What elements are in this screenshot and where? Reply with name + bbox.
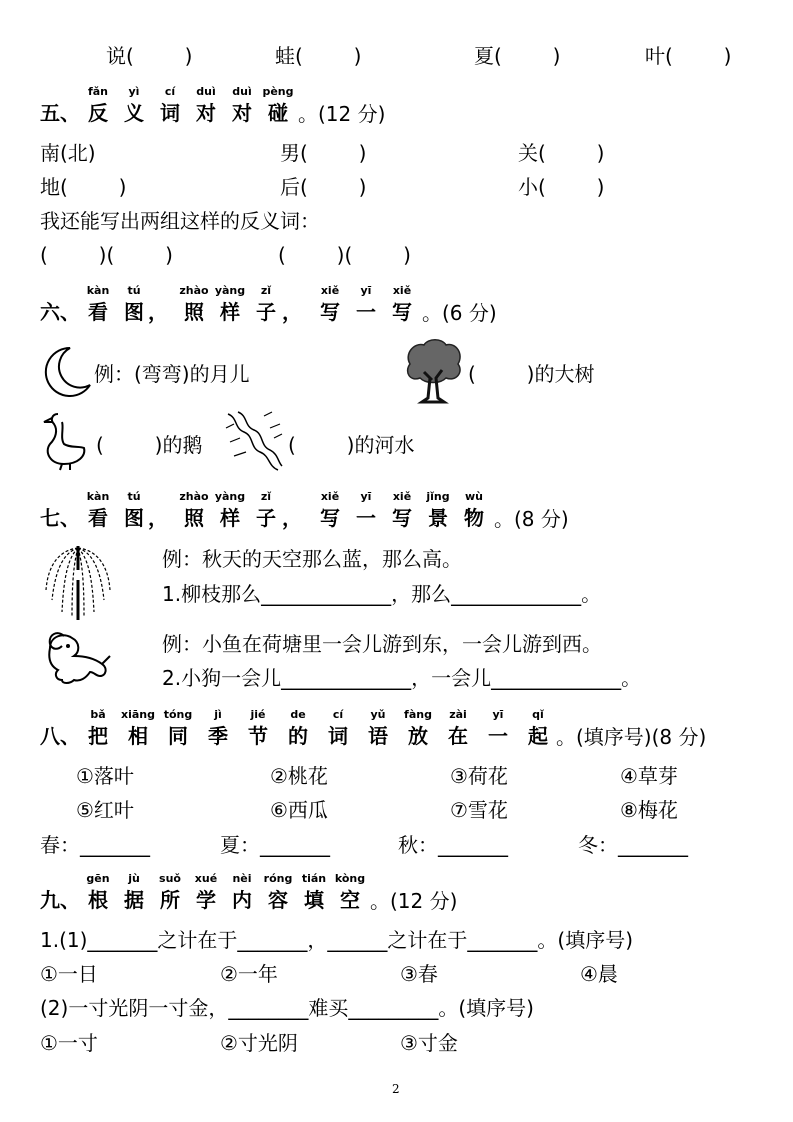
q1-option-4: ④晨: [580, 962, 618, 986]
river-icon: [224, 408, 284, 474]
season-autumn[interactable]: 秋：_______: [398, 833, 508, 857]
willow-question[interactable]: 1.柳枝那么_____________，那么_____________。: [162, 582, 602, 606]
willow-icon: [42, 540, 114, 622]
antonym-1: 南(北): [40, 141, 96, 165]
season-summer[interactable]: 夏：_______: [220, 833, 330, 857]
antonym-5[interactable]: 后( ): [280, 175, 367, 199]
option-3: ③荷花: [450, 764, 508, 788]
option-6: ⑥西瓜: [270, 798, 328, 822]
q2-option-3: ③寸金: [400, 1031, 458, 1055]
page-number: 2: [392, 1082, 400, 1096]
willow-example: 例：秋天的天空那么蓝，那么高。: [162, 547, 462, 571]
option-4: ④草芽: [620, 764, 678, 788]
q2-option-2: ②寸光阴: [220, 1031, 298, 1055]
option-8: ⑧梅花: [620, 798, 678, 822]
antonym-3[interactable]: 关( ): [518, 141, 605, 165]
top-blank-4[interactable]: 叶( ): [645, 44, 732, 68]
fill-question-1[interactable]: 1.(1)_______之计在于_______，______之计在于_______。(填序号): [40, 928, 634, 952]
top-blank-3[interactable]: 夏( ): [474, 44, 561, 68]
moon-icon: [40, 345, 92, 397]
goose-icon: [40, 410, 90, 472]
q1-option-2: ②一年: [220, 962, 278, 986]
goose-blank[interactable]: ( )的鹅: [96, 433, 203, 457]
antonym-4[interactable]: 地( ): [40, 175, 127, 199]
river-blank[interactable]: ( )的河水: [288, 433, 415, 457]
dog-icon: [40, 628, 112, 686]
antonym-6[interactable]: 小( ): [518, 175, 605, 199]
antonym-extra-prompt: 我还能写出两组这样的反义词：: [40, 209, 320, 233]
tree-blank[interactable]: ( )的大树: [468, 362, 595, 386]
option-2: ②桃花: [270, 764, 328, 788]
antonym-extra-blank-1[interactable]: ( )( ): [40, 243, 173, 267]
season-spring[interactable]: 春：_______: [40, 833, 150, 857]
q1-option-1: ①一日: [40, 962, 98, 986]
top-blank-2[interactable]: 蛙( ): [275, 44, 362, 68]
tree-icon: [402, 336, 464, 404]
q2-option-1: ①一寸: [40, 1031, 98, 1055]
dog-question[interactable]: 2.小狗一会儿_____________，一会儿_____________。: [162, 666, 642, 690]
option-1: ①落叶: [76, 764, 134, 788]
top-blank-1[interactable]: 说( ): [106, 44, 193, 68]
option-7: ⑦雪花: [450, 798, 508, 822]
season-winter[interactable]: 冬：_______: [578, 833, 688, 857]
moon-example: 例：(弯弯)的月儿: [94, 362, 250, 386]
fill-question-2[interactable]: (2)一寸光阴一寸金，________难买_________。(填序号): [40, 996, 534, 1020]
q1-option-3: ③春: [400, 962, 438, 986]
antonym-extra-blank-2[interactable]: ( )( ): [278, 243, 411, 267]
dog-example: 例：小鱼在荷塘里一会儿游到东，一会儿游到西。: [162, 632, 602, 656]
antonym-2[interactable]: 男( ): [280, 141, 367, 165]
option-5: ⑤红叶: [76, 798, 134, 822]
